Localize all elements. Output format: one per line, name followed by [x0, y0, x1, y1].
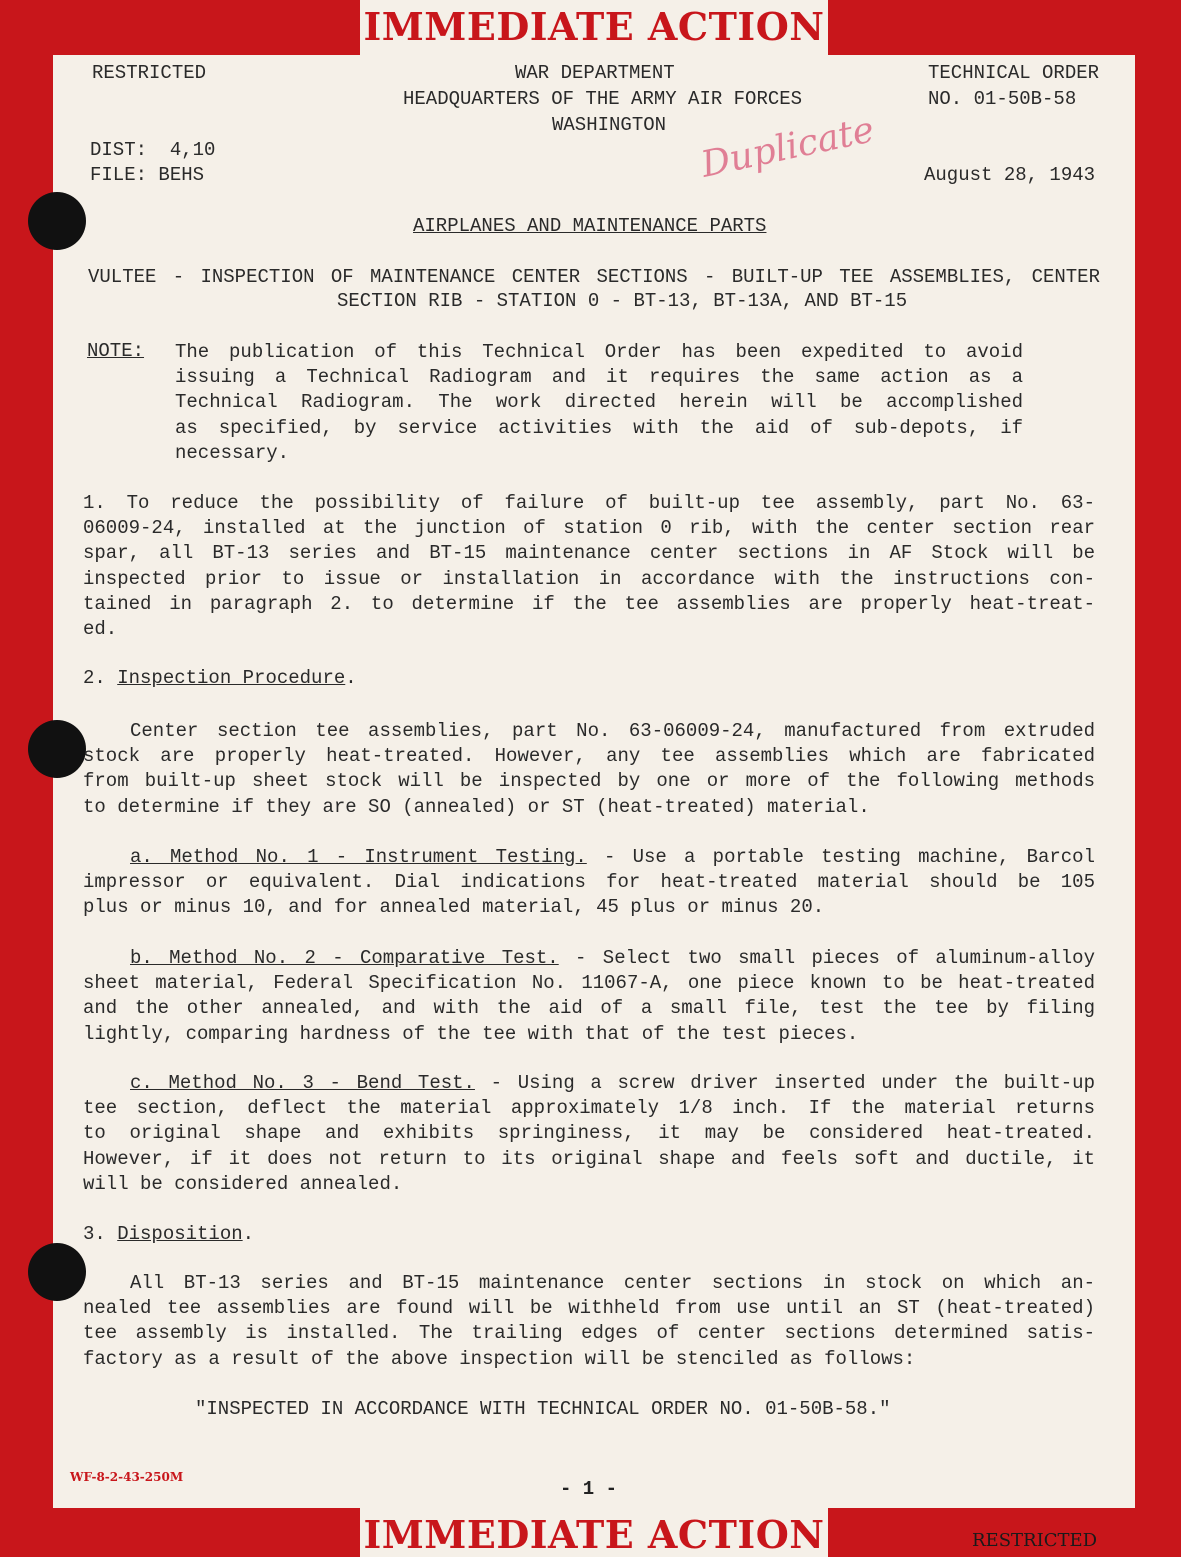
method-c-heading: c. Method No. 3 - Bend Test. — [130, 1072, 475, 1094]
technical-order-number: NO. 01-50B-58 — [928, 88, 1077, 110]
method-a-line: plus or minus 10, and for annealed material, 45 plus or minus 20. — [83, 896, 825, 919]
punch-hole — [28, 720, 86, 778]
paragraph-1-line: 06009-24, installed at the junction of station 0 rib, with the center section rear — [83, 517, 1095, 540]
method-b-heading: b. Method No. 2 - Comparative Test. — [130, 947, 559, 969]
method-b-line: and the other annealed, and with the aid of a small file, test the tee by filing — [83, 997, 1095, 1020]
title-line: SECTION RIB - STATION 0 - BT-13, BT-13A, AND BT-15 — [337, 290, 908, 312]
note-line: issuing a Technical Radiogram and it requires the same action as a — [175, 366, 1023, 389]
note-line: as specified, by service activities with the aid of sub-depots, if — [175, 416, 1023, 439]
file-code: FILE: BEHS — [90, 164, 205, 186]
paragraph-1-line: tained in paragraph 2. to determine if the tee assemblies are properly heat-treat- — [83, 592, 1095, 615]
method-c-line: will be considered annealed. — [83, 1172, 403, 1195]
paragraph-3-line: factory as a result of the above inspection will be stenciled as follows: — [83, 1347, 916, 1370]
method-c-text: - Using a screw driver inserted under the built-up — [474, 1072, 1095, 1094]
note-line: necessary. — [175, 441, 290, 464]
date: August 28, 1943 — [924, 164, 1096, 186]
method-b-line: lightly, comparing hardness of the tee with that of the test pieces. — [83, 1022, 859, 1045]
banner-top: IMMEDIATE ACTION — [363, 4, 825, 49]
method-c-line: tee section, deflect the material approximately 1/8 inch. If the material returns — [83, 1097, 1095, 1120]
paragraph-2-line: to determine if they are SO (annealed) or ST (heat-treated) material. — [83, 795, 870, 818]
paragraph-2-line: Center section tee assemblies, part No. 63-06009-24, manufactured from extruded — [130, 720, 1095, 742]
note-line: Technical Radiogram. The work directed herein will be accomplished — [175, 391, 1023, 414]
section-3-heading-title: Disposition — [117, 1223, 243, 1245]
city: WASHINGTON — [552, 114, 667, 136]
stencil-text: "INSPECTED IN ACCORDANCE WITH TECHNICAL ORDER NO. 01-50B-58." — [195, 1398, 891, 1420]
section-3-heading-num: 3. — [83, 1223, 106, 1245]
punch-hole — [28, 1243, 86, 1301]
print-code: WF-8-2-43-250M — [70, 1470, 184, 1484]
method-b-line — [130, 946, 1095, 971]
method-a-line: impressor or equivalent. Dial indications for heat-treated material should be 105 — [83, 871, 1095, 894]
distribution: DIST: 4,10 — [90, 139, 216, 161]
method-a-line — [130, 845, 1095, 870]
paragraph-1-line: inspected prior to issue or installation in accordance with the instructions con- — [83, 567, 1095, 590]
section-3-heading-end: . — [242, 1223, 255, 1245]
method-c-line — [130, 1071, 1095, 1096]
paragraph-1-line: ed. — [83, 618, 118, 640]
footer-classification: RESTRICTED — [972, 1530, 1098, 1551]
note-label: NOTE: — [87, 340, 145, 362]
paragraph-1-line: spar, all BT-13 series and BT-15 maintenance center sections in AF Stock will be — [83, 542, 1095, 565]
duplicate-stamp: Duplicate — [697, 109, 878, 186]
method-c-line: However, if it does not return to its original shape and feels soft and ductile, it — [83, 1147, 1095, 1170]
section-2-heading-end: . — [345, 667, 357, 689]
headquarters: HEADQUARTERS OF THE ARMY AIR FORCES — [403, 88, 803, 110]
category-heading: AIRPLANES AND MAINTENANCE PARTS — [413, 215, 767, 237]
paragraph-1-line: 1. To reduce the possibility of failure of built-up tee assembly, part No. 63- — [83, 492, 1095, 514]
banner-bottom: IMMEDIATE ACTION — [363, 1512, 825, 1557]
method-c-line: to original shape and exhibits springiness, it may be considered heat-treated. — [83, 1122, 1095, 1145]
section-3-heading — [83, 1223, 254, 1245]
classification: RESTRICTED — [92, 62, 207, 84]
technical-order-label: TECHNICAL ORDER — [928, 62, 1100, 84]
paragraph-2-line: stock are properly heat-treated. However, any tee assemblies which are fabricated — [83, 745, 1095, 768]
paragraph-2-line: from built-up sheet stock will be inspected by one or more of the following methods — [83, 770, 1095, 793]
method-a-text: - Use a portable testing machine, Barcol — [586, 846, 1095, 868]
page-number: - 1 - — [560, 1478, 618, 1500]
paragraph-3-line: All BT-13 series and BT-15 maintenance center sections in stock on which an- — [130, 1272, 1095, 1294]
section-2-heading — [83, 667, 357, 689]
department: WAR DEPARTMENT — [515, 62, 675, 84]
section-2-heading-title: Inspection Procedure — [117, 667, 346, 689]
method-b-text: - Select two small pieces of aluminum-alloy — [558, 947, 1095, 969]
method-b-line: sheet material, Federal Specification No. 11067-A, one piece known to be heat-treated — [83, 972, 1095, 995]
method-a-heading: a. Method No. 1 - Instrument Testing. — [130, 846, 587, 868]
paragraph-3-line: tee assembly is installed. The trailing edges of center sections determined satis- — [83, 1322, 1095, 1345]
section-2-heading-num: 2. — [83, 667, 106, 689]
note-line: The publication of this Technical Order has been expedited to avoid — [175, 341, 1023, 363]
paragraph-3-line: nealed tee assemblies are found will be withheld from use until an ST (heat-treated) — [83, 1297, 1095, 1320]
punch-hole — [28, 192, 86, 250]
title-line: VULTEE - INSPECTION OF MAINTENANCE CENTER SECTIONS - BUILT-UP TEE ASSEMBLIES, CENTER — [88, 266, 1100, 288]
